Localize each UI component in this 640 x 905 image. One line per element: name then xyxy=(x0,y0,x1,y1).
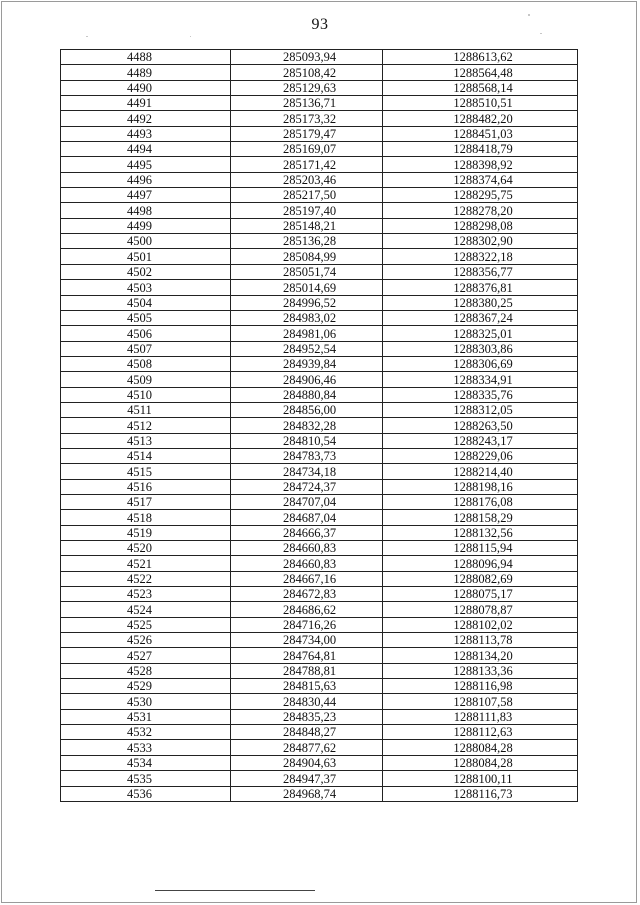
x-coordinate-cell: 284830,44 xyxy=(231,694,383,709)
y-coordinate-cell: 1288510,51 xyxy=(383,96,578,111)
y-coordinate-cell: 1288322,18 xyxy=(383,249,578,264)
y-coordinate-cell: 1288134,20 xyxy=(383,648,578,663)
table-row xyxy=(61,587,578,602)
point-number-cell: 4528 xyxy=(61,663,231,678)
x-coordinate-cell: 284983,02 xyxy=(231,310,383,325)
table-row xyxy=(61,111,578,126)
y-coordinate-cell: 1288078,87 xyxy=(383,602,578,617)
table-row xyxy=(61,234,578,249)
x-coordinate-cell: 284947,37 xyxy=(231,771,383,786)
x-coordinate-cell: 285051,74 xyxy=(231,264,383,279)
x-coordinate-cell: 285084,99 xyxy=(231,249,383,264)
point-number-cell: 4508 xyxy=(61,356,231,371)
x-coordinate-cell: 285169,07 xyxy=(231,142,383,157)
y-coordinate-cell: 1288302,90 xyxy=(383,234,578,249)
y-coordinate-cell: 1288613,62 xyxy=(383,50,578,65)
y-coordinate-cell: 1288356,77 xyxy=(383,264,578,279)
point-number-cell: 4492 xyxy=(61,111,231,126)
table-row xyxy=(61,648,578,663)
table-row xyxy=(61,448,578,463)
point-number-cell: 4521 xyxy=(61,556,231,571)
x-coordinate-cell: 284996,52 xyxy=(231,295,383,310)
point-number-cell: 4520 xyxy=(61,541,231,556)
point-number-cell: 4510 xyxy=(61,387,231,402)
x-coordinate-cell: 284856,00 xyxy=(231,402,383,417)
table-row xyxy=(61,679,578,694)
y-coordinate-cell: 1288367,24 xyxy=(383,310,578,325)
y-coordinate-cell: 1288116,73 xyxy=(383,786,578,801)
x-coordinate-cell: 284832,28 xyxy=(231,418,383,433)
y-coordinate-cell: 1288451,03 xyxy=(383,126,578,141)
point-number-cell: 4530 xyxy=(61,694,231,709)
point-number-cell: 4496 xyxy=(61,172,231,187)
table-row xyxy=(61,203,578,218)
table-row xyxy=(61,157,578,172)
y-coordinate-cell: 1288568,14 xyxy=(383,80,578,95)
x-coordinate-cell: 284687,04 xyxy=(231,510,383,525)
x-coordinate-cell: 285093,94 xyxy=(231,50,383,65)
x-coordinate-cell: 284783,73 xyxy=(231,448,383,463)
y-coordinate-cell: 1288376,81 xyxy=(383,280,578,295)
table-row xyxy=(61,786,578,801)
y-coordinate-cell: 1288418,79 xyxy=(383,142,578,157)
point-number-cell: 4523 xyxy=(61,587,231,602)
x-coordinate-cell: 284707,04 xyxy=(231,494,383,509)
x-coordinate-cell: 284952,54 xyxy=(231,341,383,356)
table-row xyxy=(61,663,578,678)
point-number-cell: 4490 xyxy=(61,80,231,95)
point-number-cell: 4533 xyxy=(61,740,231,755)
table-row xyxy=(61,326,578,341)
y-coordinate-cell: 1288229,06 xyxy=(383,448,578,463)
table-row xyxy=(61,694,578,709)
table-row xyxy=(61,387,578,402)
y-coordinate-cell: 1288295,75 xyxy=(383,188,578,203)
point-number-cell: 4524 xyxy=(61,602,231,617)
point-number-cell: 4506 xyxy=(61,326,231,341)
y-coordinate-cell: 1288158,29 xyxy=(383,510,578,525)
table-row xyxy=(61,264,578,279)
bottom-rule xyxy=(155,890,315,891)
y-coordinate-cell: 1288100,11 xyxy=(383,771,578,786)
x-coordinate-cell: 284724,37 xyxy=(231,479,383,494)
x-coordinate-cell: 285203,46 xyxy=(231,172,383,187)
point-number-cell: 4512 xyxy=(61,418,231,433)
x-coordinate-cell: 285197,40 xyxy=(231,203,383,218)
point-number-cell: 4532 xyxy=(61,725,231,740)
y-coordinate-cell: 1288303,86 xyxy=(383,341,578,356)
table-row xyxy=(61,402,578,417)
x-coordinate-cell: 284835,23 xyxy=(231,709,383,724)
scan-speck xyxy=(540,33,542,34)
y-coordinate-cell: 1288107,58 xyxy=(383,694,578,709)
point-number-cell: 4526 xyxy=(61,633,231,648)
scan-speck xyxy=(190,36,191,37)
y-coordinate-cell: 1288082,69 xyxy=(383,571,578,586)
x-coordinate-cell: 285129,63 xyxy=(231,80,383,95)
point-number-cell: 4491 xyxy=(61,96,231,111)
x-coordinate-cell: 284877,62 xyxy=(231,740,383,755)
point-number-cell: 4519 xyxy=(61,525,231,540)
x-coordinate-cell: 284981,06 xyxy=(231,326,383,341)
x-coordinate-cell: 285136,71 xyxy=(231,96,383,111)
table-row xyxy=(61,433,578,448)
point-number-cell: 4527 xyxy=(61,648,231,663)
y-coordinate-cell: 1288102,02 xyxy=(383,617,578,632)
table-row xyxy=(61,541,578,556)
y-coordinate-cell: 1288334,91 xyxy=(383,372,578,387)
table-row xyxy=(61,372,578,387)
y-coordinate-cell: 1288335,76 xyxy=(383,387,578,402)
y-coordinate-cell: 1288133,36 xyxy=(383,663,578,678)
y-coordinate-cell: 1288111,83 xyxy=(383,709,578,724)
x-coordinate-cell: 285217,50 xyxy=(231,188,383,203)
point-number-cell: 4497 xyxy=(61,188,231,203)
page-number: 93 xyxy=(311,16,329,33)
table-row xyxy=(61,494,578,509)
table-row xyxy=(61,80,578,95)
point-number-cell: 4515 xyxy=(61,464,231,479)
y-coordinate-cell: 1288278,20 xyxy=(383,203,578,218)
x-coordinate-cell: 285171,42 xyxy=(231,157,383,172)
point-number-cell: 4513 xyxy=(61,433,231,448)
table-row xyxy=(61,295,578,310)
x-coordinate-cell: 285136,28 xyxy=(231,234,383,249)
x-coordinate-cell: 285108,42 xyxy=(231,65,383,80)
y-coordinate-cell: 1288374,64 xyxy=(383,172,578,187)
x-coordinate-cell: 284815,63 xyxy=(231,679,383,694)
table-row xyxy=(61,479,578,494)
y-coordinate-cell: 1288243,17 xyxy=(383,433,578,448)
point-number-cell: 4502 xyxy=(61,264,231,279)
x-coordinate-cell: 285014,69 xyxy=(231,280,383,295)
point-number-cell: 4529 xyxy=(61,679,231,694)
y-coordinate-cell: 1288113,78 xyxy=(383,633,578,648)
x-coordinate-cell: 284716,26 xyxy=(231,617,383,632)
y-coordinate-cell: 1288132,56 xyxy=(383,525,578,540)
y-coordinate-cell: 1288096,94 xyxy=(383,556,578,571)
point-number-cell: 4536 xyxy=(61,786,231,801)
table-row xyxy=(61,740,578,755)
x-coordinate-cell: 284904,63 xyxy=(231,755,383,770)
coordinates-table xyxy=(60,49,578,802)
table-row xyxy=(61,65,578,80)
scan-speck xyxy=(86,36,88,37)
point-number-cell: 4514 xyxy=(61,448,231,463)
table-row xyxy=(61,617,578,632)
point-number-cell: 4511 xyxy=(61,402,231,417)
table-row xyxy=(61,418,578,433)
table-row xyxy=(61,356,578,371)
table-row xyxy=(61,249,578,264)
x-coordinate-cell: 285179,47 xyxy=(231,126,383,141)
table-row xyxy=(61,755,578,770)
x-coordinate-cell: 284660,83 xyxy=(231,556,383,571)
y-coordinate-cell: 1288075,17 xyxy=(383,587,578,602)
table-row xyxy=(61,341,578,356)
x-coordinate-cell: 284810,54 xyxy=(231,433,383,448)
y-coordinate-cell: 1288115,94 xyxy=(383,541,578,556)
table-row xyxy=(61,525,578,540)
table-row xyxy=(61,464,578,479)
table-row xyxy=(61,142,578,157)
point-number-cell: 4518 xyxy=(61,510,231,525)
point-number-cell: 4499 xyxy=(61,218,231,233)
x-coordinate-cell: 284686,62 xyxy=(231,602,383,617)
x-coordinate-cell: 285173,32 xyxy=(231,111,383,126)
point-number-cell: 4495 xyxy=(61,157,231,172)
y-coordinate-cell: 1288380,25 xyxy=(383,295,578,310)
point-number-cell: 4503 xyxy=(61,280,231,295)
table-row xyxy=(61,602,578,617)
point-number-cell: 4488 xyxy=(61,50,231,65)
point-number-cell: 4517 xyxy=(61,494,231,509)
x-coordinate-cell: 284764,81 xyxy=(231,648,383,663)
x-coordinate-cell: 284660,83 xyxy=(231,541,383,556)
x-coordinate-cell: 284734,18 xyxy=(231,464,383,479)
x-coordinate-cell: 284667,16 xyxy=(231,571,383,586)
y-coordinate-cell: 1288084,28 xyxy=(383,755,578,770)
point-number-cell: 4507 xyxy=(61,341,231,356)
x-coordinate-cell: 284848,27 xyxy=(231,725,383,740)
x-coordinate-cell: 284906,46 xyxy=(231,372,383,387)
y-coordinate-cell: 1288263,50 xyxy=(383,418,578,433)
y-coordinate-cell: 1288112,63 xyxy=(383,725,578,740)
point-number-cell: 4504 xyxy=(61,295,231,310)
table-row xyxy=(61,571,578,586)
y-coordinate-cell: 1288214,40 xyxy=(383,464,578,479)
point-number-cell: 4501 xyxy=(61,249,231,264)
scan-speck xyxy=(528,14,530,16)
point-number-cell: 4493 xyxy=(61,126,231,141)
y-coordinate-cell: 1288398,92 xyxy=(383,157,578,172)
x-coordinate-cell: 285148,21 xyxy=(231,218,383,233)
table-row xyxy=(61,556,578,571)
y-coordinate-cell: 1288312,05 xyxy=(383,402,578,417)
y-coordinate-cell: 1288482,20 xyxy=(383,111,578,126)
x-coordinate-cell: 284734,00 xyxy=(231,633,383,648)
point-number-cell: 4494 xyxy=(61,142,231,157)
y-coordinate-cell: 1288116,98 xyxy=(383,679,578,694)
x-coordinate-cell: 284939,84 xyxy=(231,356,383,371)
y-coordinate-cell: 1288198,16 xyxy=(383,479,578,494)
table-row xyxy=(61,172,578,187)
x-coordinate-cell: 284666,37 xyxy=(231,525,383,540)
table-row xyxy=(61,218,578,233)
y-coordinate-cell: 1288306,69 xyxy=(383,356,578,371)
coordinates-table-body xyxy=(61,50,578,802)
y-coordinate-cell: 1288298,08 xyxy=(383,218,578,233)
table-row xyxy=(61,310,578,325)
x-coordinate-cell: 284672,83 xyxy=(231,587,383,602)
point-number-cell: 4531 xyxy=(61,709,231,724)
table-row xyxy=(61,771,578,786)
table-row xyxy=(61,725,578,740)
y-coordinate-cell: 1288176,08 xyxy=(383,494,578,509)
point-number-cell: 4535 xyxy=(61,771,231,786)
point-number-cell: 4505 xyxy=(61,310,231,325)
table-row xyxy=(61,126,578,141)
point-number-cell: 4525 xyxy=(61,617,231,632)
point-number-cell: 4500 xyxy=(61,234,231,249)
table-row xyxy=(61,280,578,295)
point-number-cell: 4509 xyxy=(61,372,231,387)
table-row xyxy=(61,709,578,724)
point-number-cell: 4534 xyxy=(61,755,231,770)
point-number-cell: 4498 xyxy=(61,203,231,218)
point-number-cell: 4522 xyxy=(61,571,231,586)
x-coordinate-cell: 284880,84 xyxy=(231,387,383,402)
table-row xyxy=(61,188,578,203)
y-coordinate-cell: 1288325,01 xyxy=(383,326,578,341)
point-number-cell: 4489 xyxy=(61,65,231,80)
y-coordinate-cell: 1288084,28 xyxy=(383,740,578,755)
table-row xyxy=(61,96,578,111)
table-row xyxy=(61,633,578,648)
table-row xyxy=(61,510,578,525)
point-number-cell: 4516 xyxy=(61,479,231,494)
y-coordinate-cell: 1288564,48 xyxy=(383,65,578,80)
x-coordinate-cell: 284968,74 xyxy=(231,786,383,801)
x-coordinate-cell: 284788,81 xyxy=(231,663,383,678)
table-row xyxy=(61,50,578,65)
